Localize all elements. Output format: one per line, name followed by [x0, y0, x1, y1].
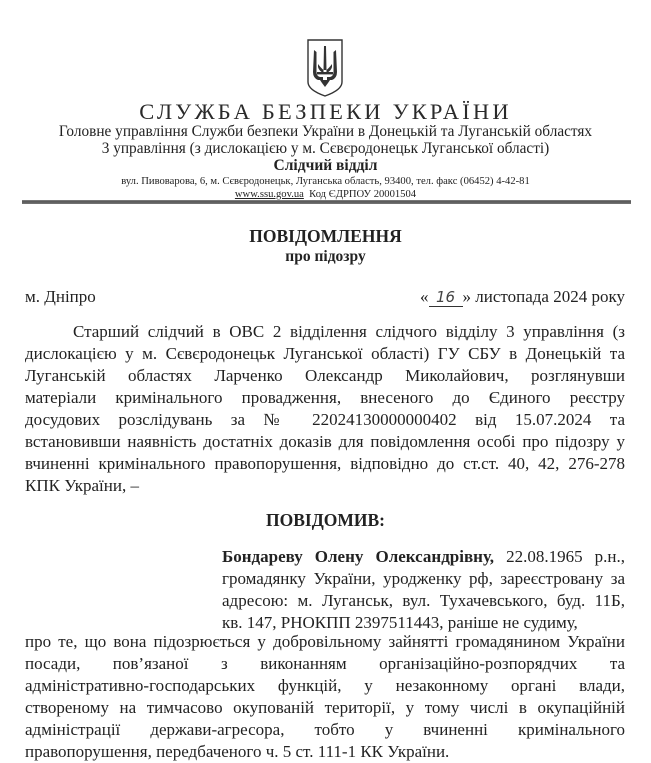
suspect-birthdate: 22.08.1965 р.н.,	[494, 547, 625, 566]
suspect-line: громадянку України, уродженку рф, зареєстровану за	[222, 569, 625, 588]
charge-line: про те, що вона підозрюється у добровільному зайнятті громадянином України	[25, 632, 625, 651]
date-open-quote: «	[420, 287, 429, 306]
intro-line: досудових розслідувань за № 22024130000000402 від 15.07.2024 та	[25, 410, 625, 429]
department-line-1: Головне управління Служби безпеки України в Донецькій та Луганській областях	[58, 123, 593, 140]
intro-line: Старший слідчий в ОВС 2 відділення слідчого відділу 3 управління (з	[73, 322, 625, 341]
suspect-line: кв. 147, РНОКПП 2397511443, раніше не судиму,	[222, 613, 578, 632]
charge-line: створеному на тимчасово окупованій території, у тому числі в окупаційній	[25, 698, 625, 717]
intro-line: КПК України, –	[25, 476, 139, 495]
intro-paragraph	[25, 321, 625, 497]
edrpou-code: Код ЄДРПОУ 20001504	[309, 189, 417, 200]
intro-line: вчиненні кримінального правопорушення, відповідно до ст.ст. 40, 42, 276-278	[25, 454, 625, 473]
notified-heading: ПОВІДОМИВ:	[266, 510, 385, 530]
charge-line: посади, пов’язаної з виконанням організаційно-розпорядчих та	[25, 654, 625, 673]
document-city: м. Дніпро	[25, 287, 96, 306]
charge-line: правопорушення, передбаченого ч. 5 ст. 111-1 КК України.	[25, 742, 450, 761]
suspect-block	[222, 546, 625, 634]
unit-name: Слідчий відділ	[273, 157, 378, 174]
website-line	[0, 189, 651, 200]
address-line: вул. Пивоварова, 6, м. Сєвєродонецьк, Луганська область, 93400, тел. факс (06452) 4-42-81	[121, 176, 530, 187]
trident-coat-of-arms-icon	[306, 38, 344, 98]
charge-line: адміністрації держави-агресора, тобто у вчиненні кримінального	[25, 720, 625, 739]
charge-line: адміністративно-господарських функцій, у незаконному органі влади,	[25, 676, 625, 695]
website-link[interactable]: www.ssu.gov.ua	[234, 189, 304, 200]
suspect-name: Бондареву Олену Олександрівну,	[222, 547, 494, 566]
intro-line: Луганській областях Ларченко Олександр Миколайович, розглянувши	[25, 366, 625, 385]
document-subtitle: про підозру	[285, 248, 366, 265]
header-divider	[22, 200, 631, 204]
organization-name: СЛУЖБА БЕЗПЕКИ УКРАЇНИ	[139, 99, 512, 124]
document-title: ПОВІДОМЛЕННЯ	[249, 226, 402, 246]
department-line-2: 3 управління (з дислокацією у м. Сєвєродонецьк Луганської області)	[101, 140, 550, 157]
suspect-line-1	[222, 546, 625, 568]
document-date	[420, 287, 625, 307]
charge-paragraph	[25, 631, 625, 763]
date-close-quote: »	[462, 287, 472, 306]
intro-line: встановивши наявність достатніх доказів для повідомлення особі про підозру у	[25, 432, 625, 451]
intro-line: дислокацією у м. Сєвєродонецьк Луганської області) ГУ СБУ в Донецькій та	[25, 344, 625, 363]
intro-line: матеріали кримінального провадження, внесеного до Єдиного реєстру	[25, 388, 625, 407]
suspect-line: адресою: м. Луганськ, вул. Тухачевського, буд. 11Б,	[222, 591, 625, 610]
date-day-handwritten: 16	[429, 289, 463, 307]
date-month-year: листопада 2024 року	[475, 287, 625, 306]
